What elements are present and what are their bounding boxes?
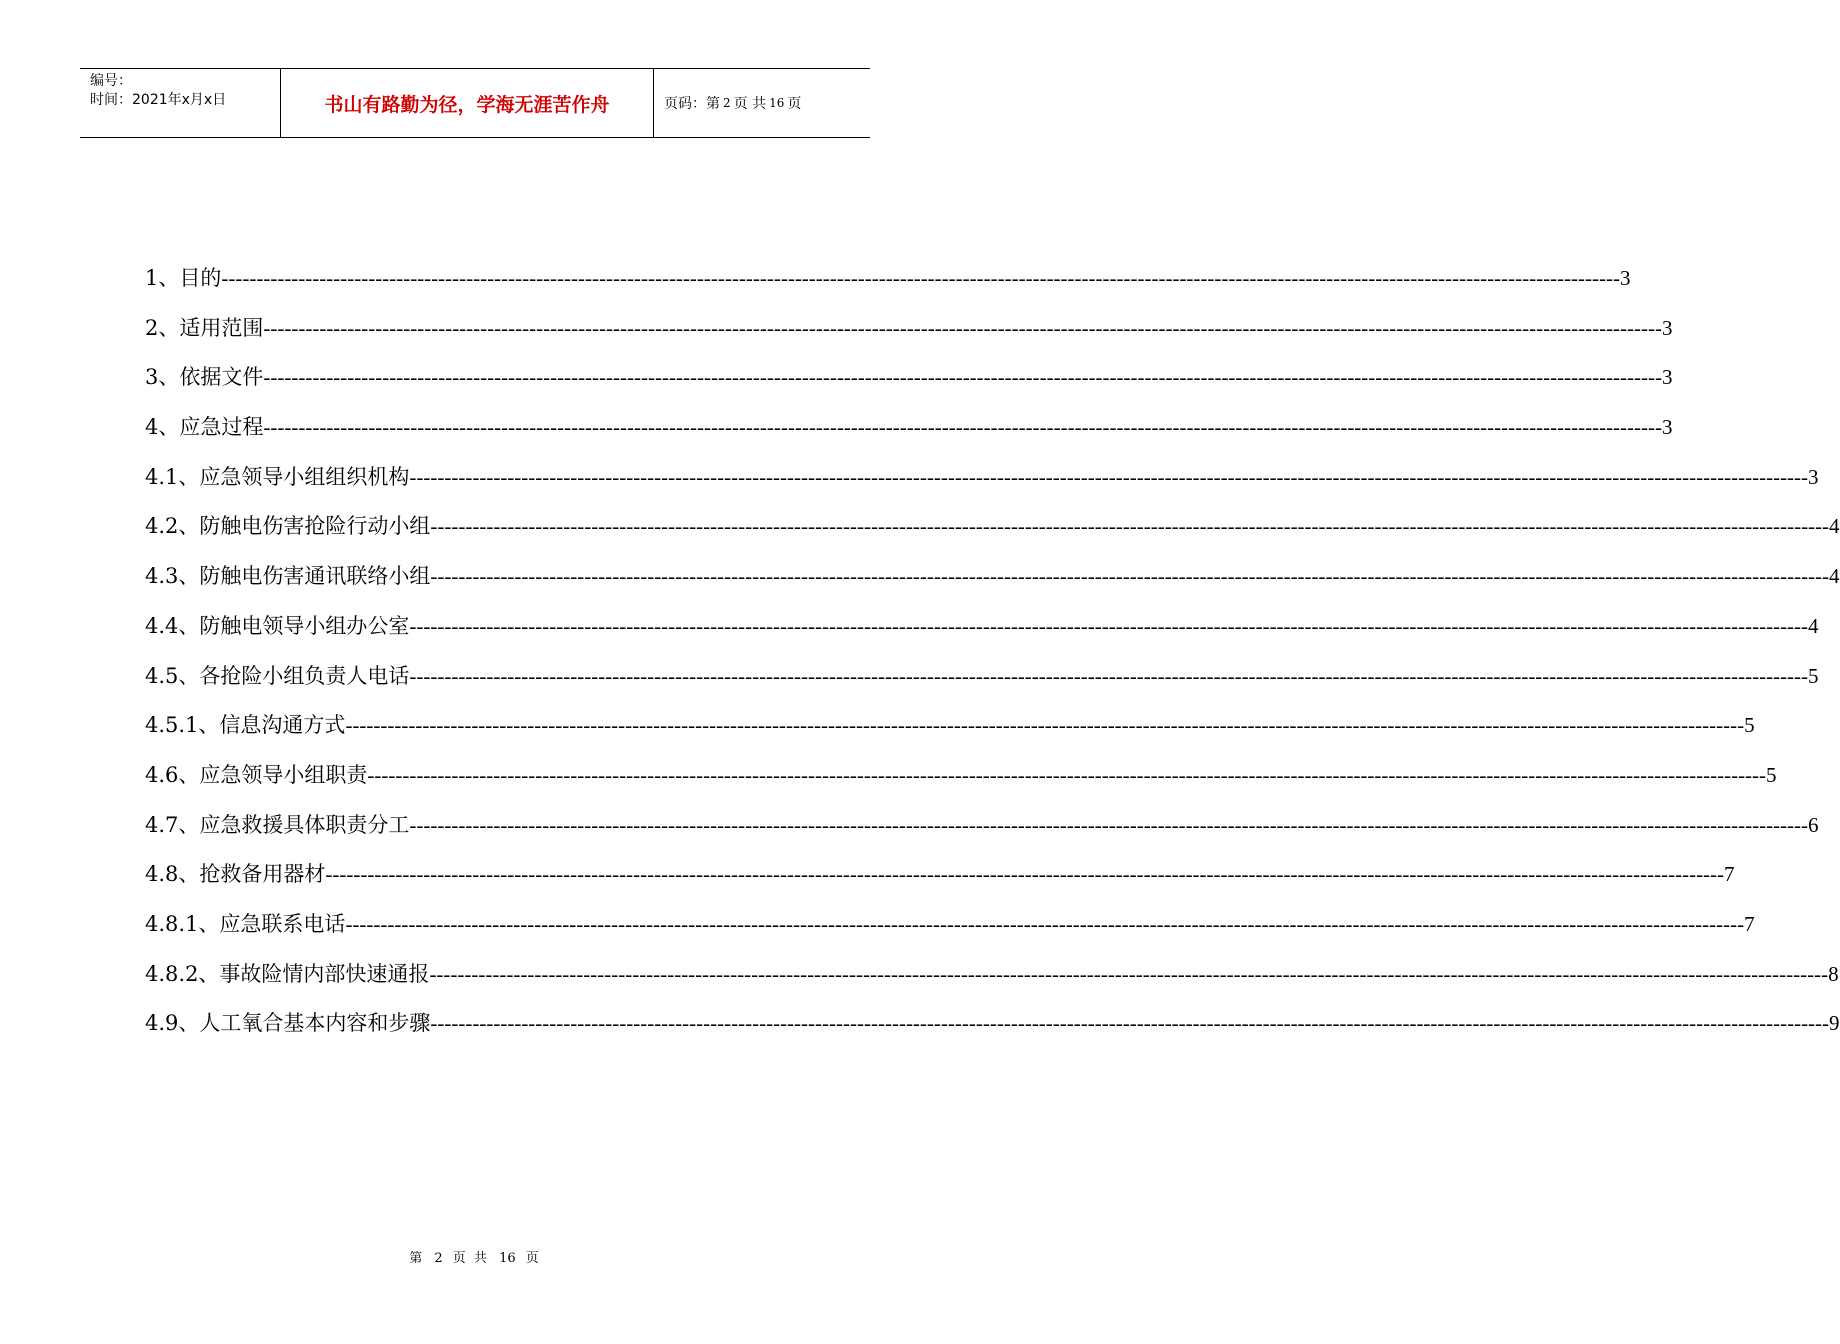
toc-entry-title: 4.8.2、事故险情内部快速通报	[145, 961, 430, 986]
toc-entry[interactable]	[145, 1007, 1840, 1057]
page-label-prefix: 页码：第	[664, 96, 720, 112]
toc-entry-title: 4.8.1、应急联系电话	[145, 911, 346, 936]
toc-entry-title: 4.9、人工氧合基本内容和步骤	[145, 1011, 431, 1036]
toc-entry[interactable]	[145, 262, 1631, 312]
footer-current-page: 2	[434, 1251, 443, 1266]
toc-entry[interactable]	[145, 411, 1673, 461]
table-of-contents	[145, 262, 1840, 1057]
page-total: 16	[769, 96, 785, 110]
header-motto: 书山有路勤为径，学海无涯苦作舟	[281, 69, 654, 137]
toc-leader-dashes: --------------------------------------------------------------------------------------------------------------------------------------------------------------------------------------------------------	[409, 464, 1809, 489]
toc-entry-page: 3	[1808, 464, 1819, 489]
toc-entry-page: 7	[1724, 862, 1735, 887]
toc-entry[interactable]	[145, 958, 1839, 1008]
toc-entry-title: 4.7、应急救援具体职责分工	[145, 812, 410, 837]
page-header	[80, 68, 870, 138]
page-label-mid: 页 共	[733, 96, 767, 112]
toc-leader-dashes: --------------------------------------------------------------------------------------------------------------------------------------------------------------------------------------------------------	[263, 315, 1663, 340]
toc-entry-page: 3	[1662, 365, 1673, 390]
toc-leader-dashes: --------------------------------------------------------------------------------------------------------------------------------------------------------------------------------------------------------	[345, 713, 1745, 738]
toc-leader-dashes: --------------------------------------------------------------------------------------------------------------------------------------------------------------------------------------------------------	[325, 862, 1725, 887]
toc-entry-page: 4	[1829, 564, 1840, 589]
header-page-info	[654, 69, 870, 137]
footer-suffix: 页	[525, 1251, 541, 1266]
toc-entry[interactable]	[145, 908, 1755, 958]
toc-entry-title: 1、目的	[145, 266, 222, 290]
toc-entry-title: 4.8、抢救备用器材	[145, 862, 326, 887]
toc-entry-title: 4.1、应急领导小组组织机构	[145, 464, 410, 489]
toc-entry-page: 3	[1662, 415, 1673, 440]
footer-mid: 页 共	[452, 1251, 489, 1266]
toc-entry-page: 4	[1808, 613, 1819, 638]
toc-leader-dashes: --------------------------------------------------------------------------------------------------------------------------------------------------------------------------------------------------------	[345, 911, 1745, 936]
toc-leader-dashes: --------------------------------------------------------------------------------------------------------------------------------------------------------------------------------------------------------	[430, 564, 1830, 589]
toc-entry-page: 9	[1829, 1011, 1840, 1036]
toc-entry[interactable]	[145, 858, 1735, 908]
toc-entry-page: 6	[1808, 812, 1819, 837]
header-meta	[80, 69, 281, 137]
toc-entry-page: 4	[1829, 514, 1840, 539]
toc-entry[interactable]	[145, 461, 1819, 511]
toc-entry-title: 4、应急过程	[145, 415, 264, 440]
toc-leader-dashes: --------------------------------------------------------------------------------------------------------------------------------------------------------------------------------------------------------	[221, 266, 1621, 290]
toc-leader-dashes: --------------------------------------------------------------------------------------------------------------------------------------------------------------------------------------------------------	[429, 961, 1829, 986]
footer-prefix: 第	[409, 1251, 425, 1266]
date-line: 时间：2021年x月x日	[90, 92, 227, 108]
toc-leader-dashes: --------------------------------------------------------------------------------------------------------------------------------------------------------------------------------------------------------	[409, 663, 1809, 688]
page-label-suffix: 页	[787, 96, 802, 112]
toc-entry[interactable]	[145, 560, 1840, 610]
toc-entry[interactable]	[145, 510, 1840, 560]
page-current: 2	[723, 96, 731, 110]
toc-entry-page: 5	[1744, 713, 1755, 738]
page-footer	[0, 1247, 950, 1266]
toc-entry-page: 8	[1828, 961, 1839, 986]
toc-entry[interactable]	[145, 361, 1673, 411]
toc-entry-page: 3	[1620, 266, 1631, 290]
toc-entry-title: 4.4、防触电领导小组办公室	[145, 613, 410, 638]
toc-entry-page: 5	[1766, 762, 1777, 787]
toc-entry[interactable]	[145, 709, 1755, 759]
toc-leader-dashes: --------------------------------------------------------------------------------------------------------------------------------------------------------------------------------------------------------	[430, 514, 1830, 539]
toc-leader-dashes: --------------------------------------------------------------------------------------------------------------------------------------------------------------------------------------------------------	[409, 812, 1809, 837]
toc-leader-dashes: --------------------------------------------------------------------------------------------------------------------------------------------------------------------------------------------------------	[263, 365, 1663, 390]
toc-entry[interactable]	[145, 610, 1819, 660]
footer-total-pages: 16	[499, 1251, 516, 1266]
toc-entry-title: 4.5.1、信息沟通方式	[145, 713, 346, 738]
doc-number-label: 编号：	[90, 73, 132, 89]
toc-leader-dashes: --------------------------------------------------------------------------------------------------------------------------------------------------------------------------------------------------------	[430, 1011, 1830, 1036]
toc-entry-page: 5	[1808, 663, 1819, 688]
toc-entry-title: 2、适用范围	[145, 315, 264, 340]
toc-entry[interactable]	[145, 312, 1673, 362]
toc-entry[interactable]	[145, 809, 1819, 859]
toc-entry-title: 4.3、防触电伤害通讯联络小组	[145, 564, 431, 589]
toc-entry-title: 4.6、应急领导小组职责	[145, 762, 368, 787]
toc-leader-dashes: --------------------------------------------------------------------------------------------------------------------------------------------------------------------------------------------------------	[409, 613, 1809, 638]
toc-leader-dashes: --------------------------------------------------------------------------------------------------------------------------------------------------------------------------------------------------------	[263, 415, 1663, 440]
toc-entry-page: 7	[1744, 911, 1755, 936]
toc-leader-dashes: --------------------------------------------------------------------------------------------------------------------------------------------------------------------------------------------------------	[367, 762, 1767, 787]
toc-entry-page: 3	[1662, 315, 1673, 340]
toc-entry-title: 4.2、防触电伤害抢险行动小组	[145, 514, 431, 539]
toc-entry[interactable]	[145, 660, 1819, 710]
toc-entry-title: 3、依据文件	[145, 365, 264, 390]
toc-entry[interactable]	[145, 759, 1777, 809]
toc-entry-title: 4.5、各抢险小组负责人电话	[145, 663, 410, 688]
